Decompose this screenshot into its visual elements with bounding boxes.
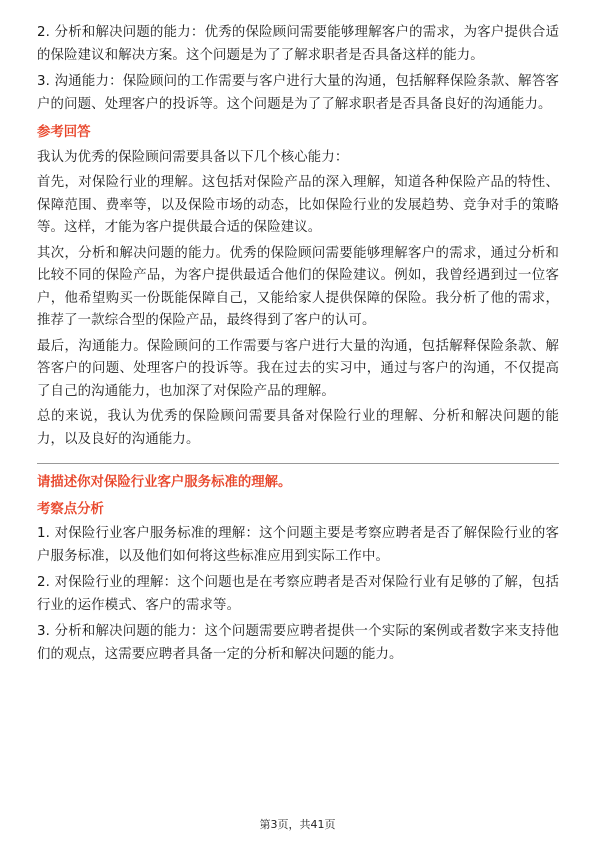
reference-paragraph-first: 首先，对保险行业的理解。这包括对保险产品的深入理解，知道各种保险产品的特性、保障范围、费率等，以及保险市场的动态，比如保险行业的发展趋势、竞争对手的策略等。这样，才能为客户提供最合适的保险建议。 xyxy=(37,175,559,235)
reference-paragraph-second: 其次，分析和解决问题的能力。优秀的保险顾问需要能够理解客户的需求，通过分析和比较不同的保险产品，为客户提供最适合他们的保险建议。例如，我曾经遇到过一位客户，他希望购买一份既能保障自己，又能给家人提供保障的保险。我分析了他的需求，推荐了一款综合型的保险产品，最终得到了客户的认可。 xyxy=(37,245,559,328)
question-title: 请描述你对保险行业客户服务标准的理解。 xyxy=(37,475,292,490)
analysis-item-1: 1. 对保险行业客户服务标准的理解：这个问题主要是考察应聘者是否了解保险行业的客户服务标准，以及他们如何将这些标准应用到实际工作中。 xyxy=(37,526,559,564)
document-page xyxy=(37,22,559,670)
reference-paragraph-intro: 我认为优秀的保险顾问需要具备以下几个核心能力： xyxy=(37,149,349,165)
analysis-heading: 考察点分析 xyxy=(37,501,104,517)
reference-answer-heading: 参考回答 xyxy=(37,125,91,140)
reference-paragraph-summary: 总的来说，我认为优秀的保险顾问需要具备对保险行业的理解、分析和解决问题的能力，以及良好的沟通能力。 xyxy=(37,409,559,447)
analysis-item-3: 3. 分析和解决问题的能力：这个问题需要应聘者提供一个实际的案例或者数字来支持他们的观点，这需要应聘者具备一定的分析和解决问题的能力。 xyxy=(37,624,559,662)
analysis-item-2: 2. 对保险行业的理解：这个问题也是在考察应聘者是否对保险行业有足够的了解，包括行业的运作模式、客户的需求等。 xyxy=(37,575,559,613)
section-divider xyxy=(37,463,559,464)
page-number: 第3页，共41页 xyxy=(259,818,336,831)
intro-item-3: 3. 沟通能力：保险顾问的工作需要与客户进行大量的沟通，包括解释保险条款、解答客户的问题、处理客户的投诉等。这个问题是为了了解求职者是否具备良好的沟通能力。 xyxy=(37,74,559,112)
intro-item-2: 2. 分析和解决问题的能力：优秀的保险顾问需要能够理解客户的需求，为客户提供合适的保险建议和解决方案。这个问题是为了了解求职者是否具备这样的能力。 xyxy=(37,25,559,63)
reference-paragraph-last: 最后，沟通能力。保险顾问的工作需要与客户进行大量的沟通，包括解释保险条款、解答客户的问题、处理客户的投诉等。我在过去的实习中，通过与客户的沟通，不仅提高了自己的沟通能力，也加深了对保险产品的理解。 xyxy=(37,338,559,399)
